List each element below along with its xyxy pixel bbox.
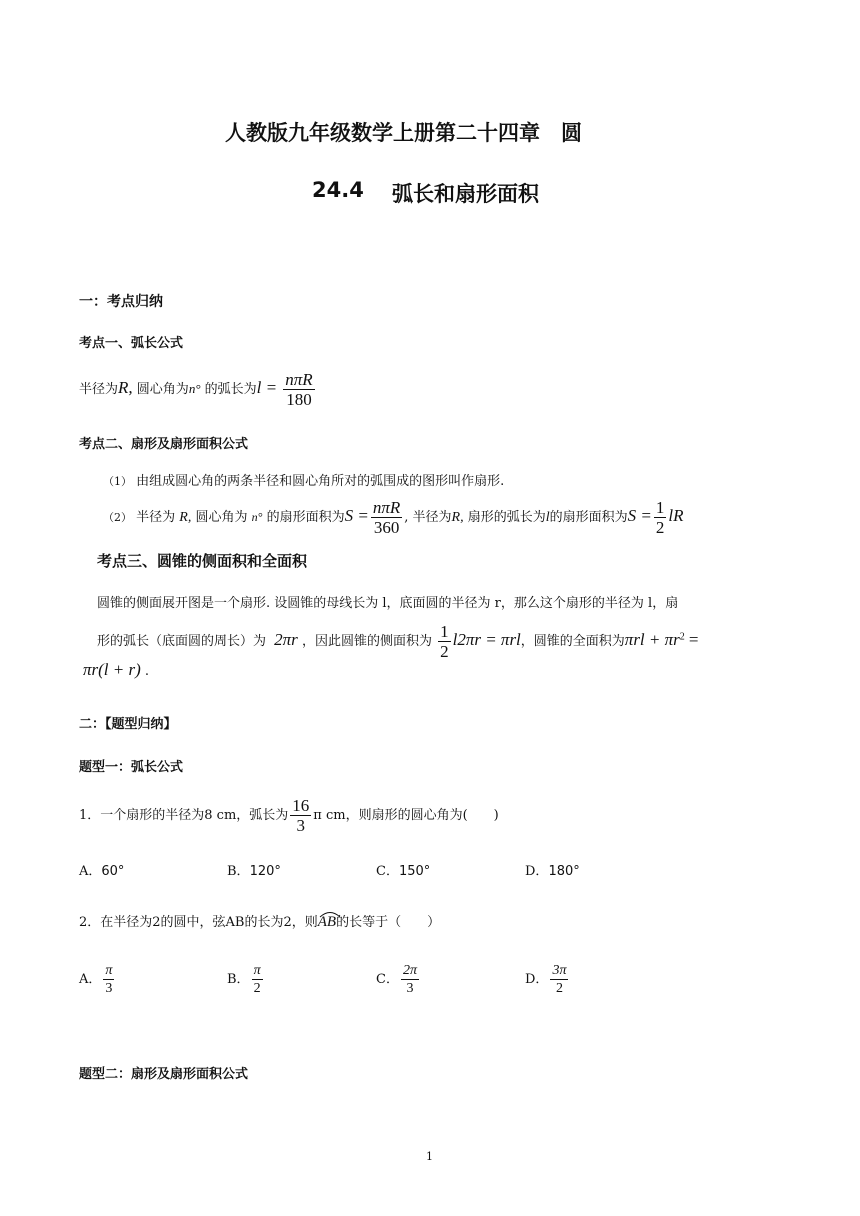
lateral-area-fraction: $\frac{1}{2}$ (440, 622, 449, 661)
heading-key-points: 一：考点归纳 (79, 294, 163, 310)
sector-area-fraction: $\frac{\text{nπR}}{360}$ (372, 498, 401, 537)
heading-type-1: 题型一：弧长公式 (79, 760, 184, 775)
arc-length-fraction: $\frac{\text{nπR}}{180}$ (285, 370, 313, 409)
q2-option-b[interactable]: B． $\frac{\pi}{2}$ (227, 963, 261, 996)
kp3-line-3: πr(l + r) . (83, 660, 150, 679)
question-2: 2．在半径为2的圆中，弦AB的长为2，则 AB的长等于（ ） (79, 914, 441, 930)
kp2-item-1: （1） 由组成圆心角的两条半径和圆心角所对的弧围成的图形叫作扇形. (103, 474, 505, 489)
q1-option-b[interactable]: B．120° (227, 864, 281, 879)
page-number: 1 (426, 1150, 433, 1163)
kp1-formula-line: 半径为R, 圆心角为n° 的弧长为l = $\frac{\text{nπR}}{180}$ (79, 370, 313, 409)
q1-option-c[interactable]: C．150° (376, 864, 431, 879)
q1-arc-fraction: $\frac{16}{3}$ (292, 796, 310, 835)
arc-length-lhs: l = (256, 378, 278, 397)
kp3-line-1: 圆锥的侧面展开图是一个扇形. 设圆锥的母线长为 l，底面圆的半径为 r，那么这个扇形的半径为 l，扇 (97, 596, 679, 611)
question-1: 1．一个扇形的半径为8 cm，弧长为 $\frac{16}{3}$ π cm，则扇形的圆心角为( ) (79, 796, 499, 835)
q2-option-d[interactable]: D． $\frac{3\pi}{2}$ (525, 963, 567, 996)
kp2-item-2: （2） 半径为 R, 圆心角为 n° 的扇形面积为S = $\frac{\text{nπR}}{360}$ , 半径为R, 扇形的弧长为l的扇形面积为S = $\frac{1}{2}$ lR (103, 498, 684, 537)
section-title: 弧长和扇形面积 (392, 182, 539, 206)
q1-option-a[interactable]: A．60° (79, 864, 125, 879)
question-1-options (79, 860, 779, 880)
arc-ab-symbol: AB (318, 914, 336, 931)
q2-option-c[interactable]: C． $\frac{2\pi}{3}$ (376, 963, 417, 996)
heading-kp2: 考点二、扇形及扇形面积公式 (79, 437, 249, 452)
heading-kp3: 考点三、圆锥的侧面积和全面积 (97, 552, 308, 570)
half-fraction: $\frac{1}{2}$ (655, 498, 665, 537)
q2-option-a[interactable]: A． $\frac{\pi}{3}$ (79, 963, 113, 996)
q1-option-d[interactable]: D．180° (525, 864, 580, 879)
question-2-options (79, 962, 779, 1002)
heading-kp1: 考点一、弧长公式 (79, 336, 184, 351)
kp3-line-2: 形的弧长（底面圆的周长）为 2πr ，因此圆锥的侧面积为 $\frac{1}{2}$ l2πr = πrl，圆锥的全面积为$\pi rl + \pi r^2$ = (97, 622, 699, 661)
document-title: 人教版九年级数学上册第二十四章 圆 (225, 121, 582, 145)
heading-question-types: 二：【题型归纳】 (79, 717, 177, 732)
heading-type-2: 题型二：扇形及扇形面积公式 (79, 1067, 249, 1082)
section-number: 24.4 (312, 178, 364, 202)
